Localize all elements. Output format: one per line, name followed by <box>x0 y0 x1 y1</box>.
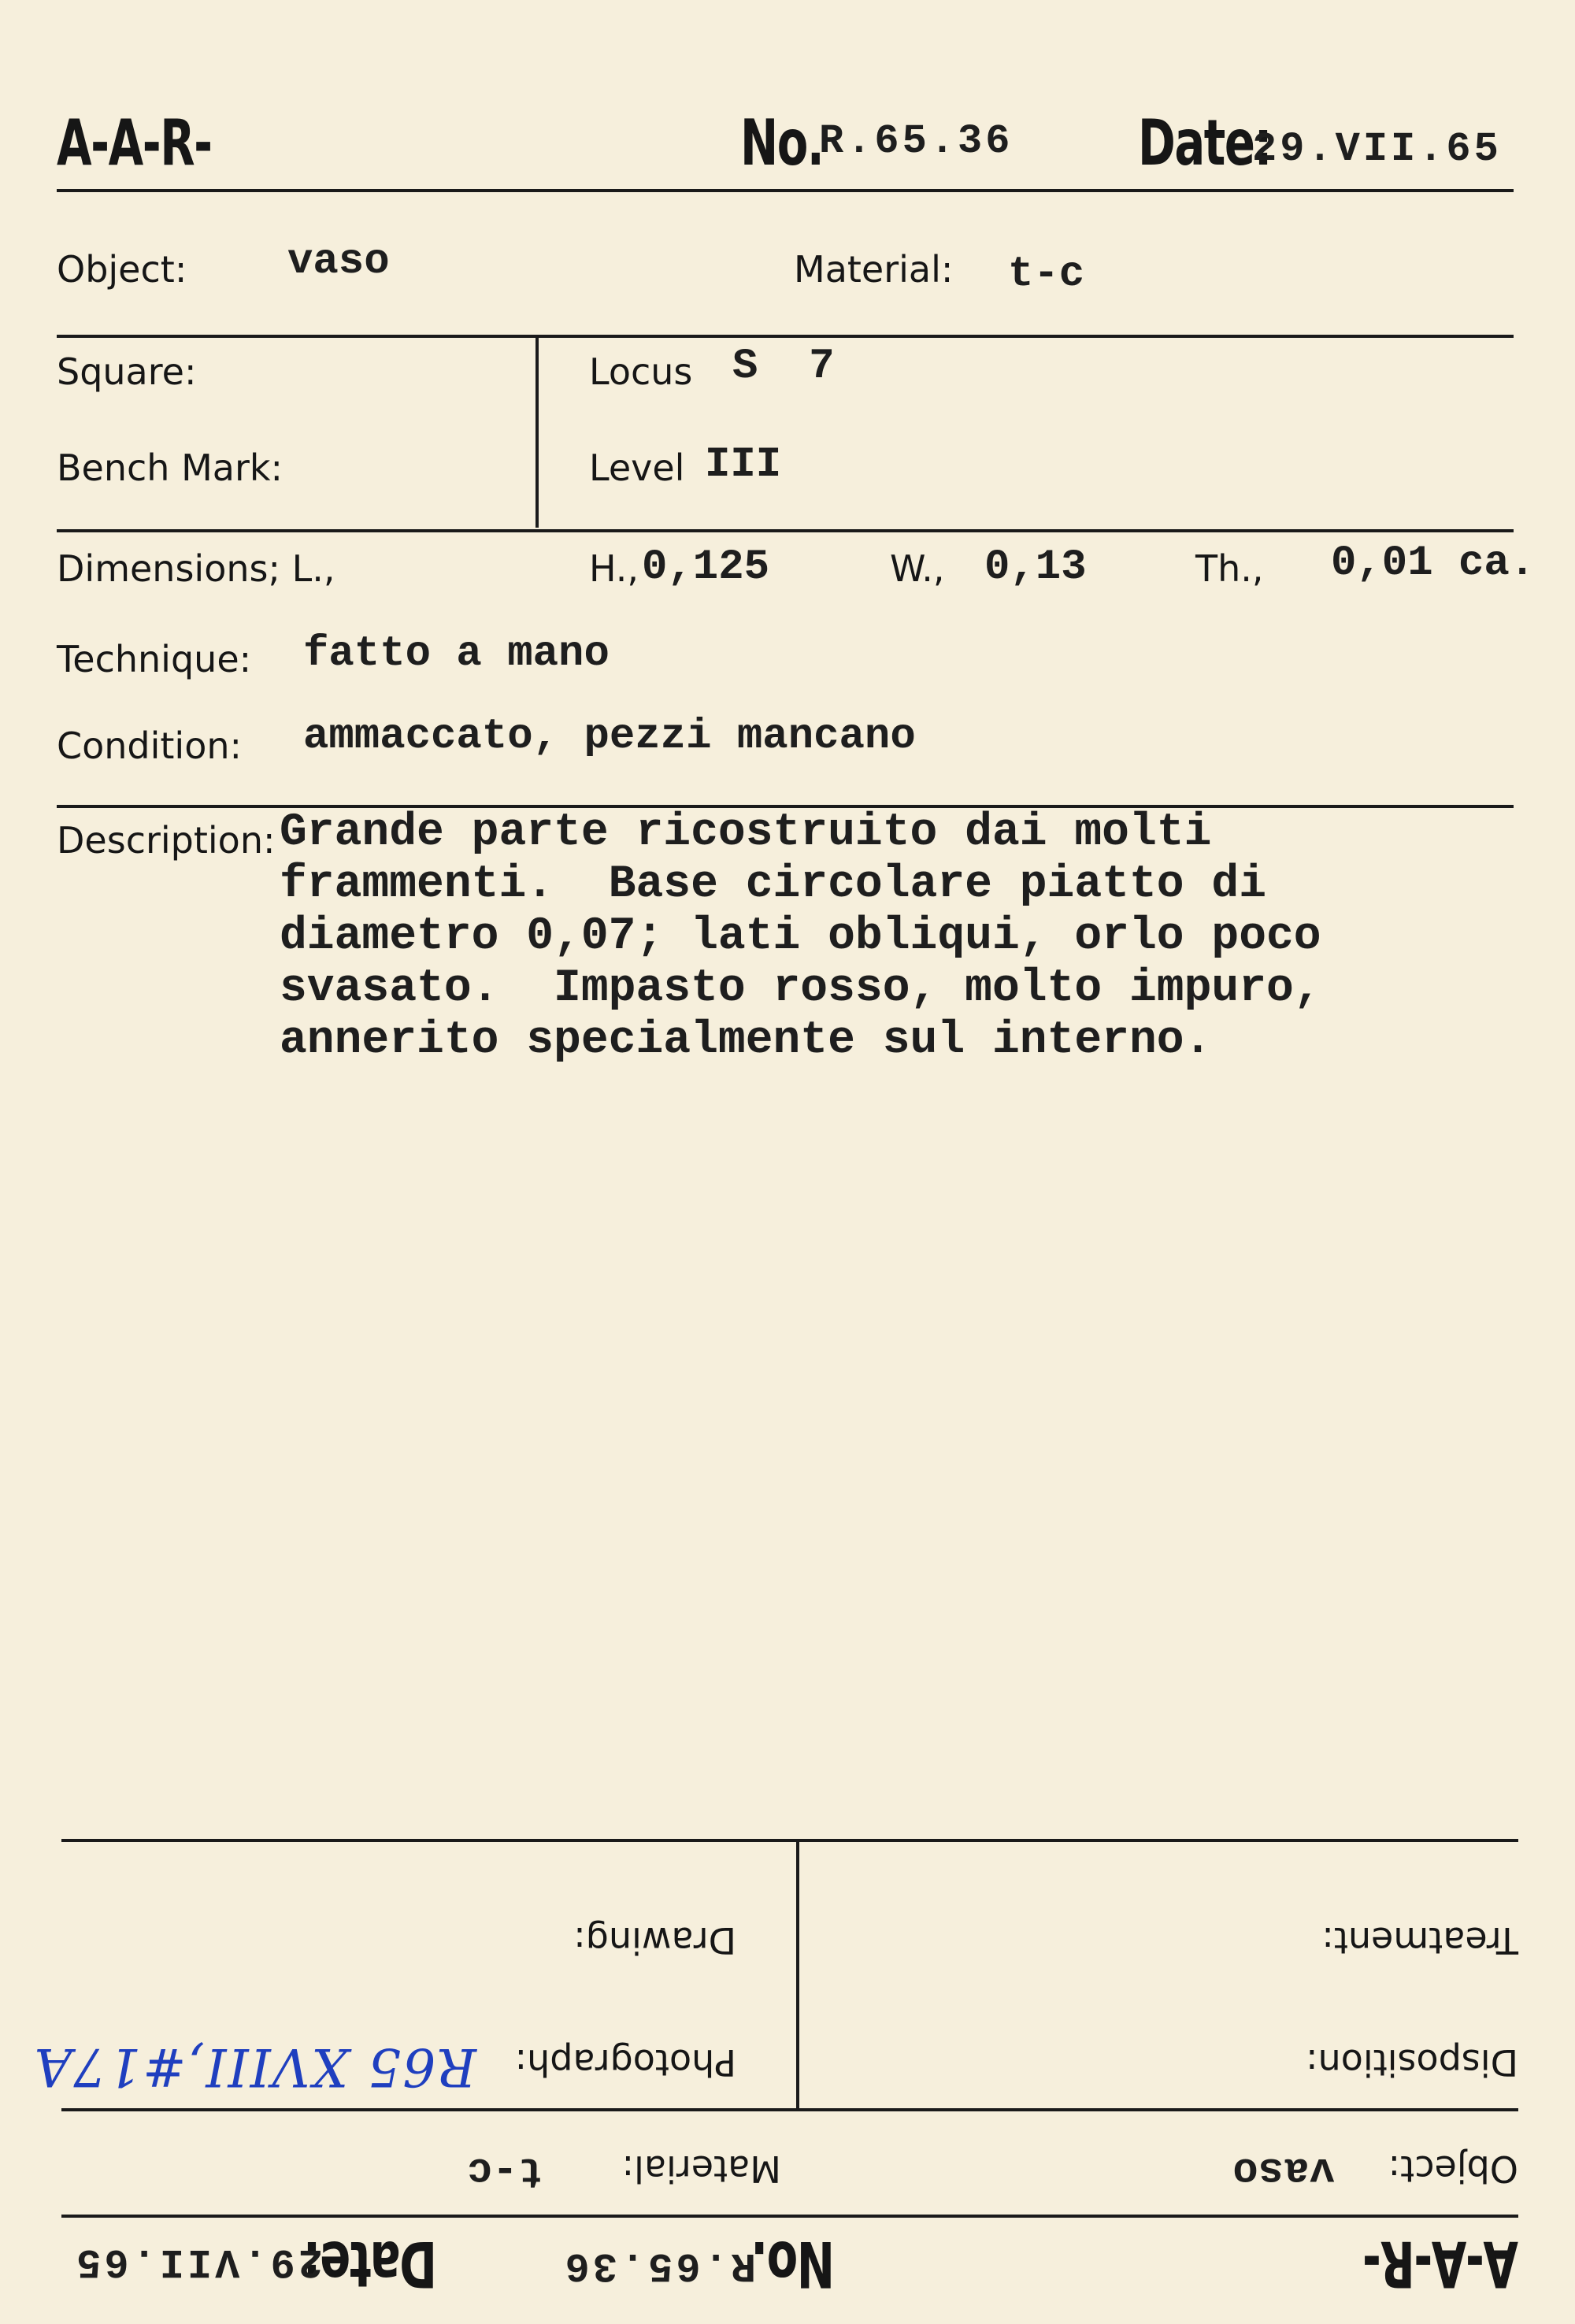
thickness-label: Th., <box>1195 547 1264 590</box>
stub-treatment-label: Treatment: <box>1321 1919 1518 1962</box>
stub-site-code: A-A-R- <box>1363 2227 1518 2300</box>
condition-label: Condition: <box>57 725 243 767</box>
divider <box>61 1839 1518 1842</box>
number-label: No. <box>740 106 824 180</box>
locus-label: Locus <box>589 350 693 393</box>
material-label: Material: <box>794 248 954 291</box>
level-label: Level <box>589 447 685 489</box>
stub-number-value: R.65.36 <box>561 2242 756 2289</box>
stub-photograph-label: Photograph: <box>514 2041 736 2084</box>
stub-section <box>0 1087 1575 2324</box>
divider <box>61 2108 1518 2111</box>
stub-object-value: vaso <box>1232 2146 1335 2194</box>
divider <box>57 335 1514 338</box>
stub-date-label: Date: <box>303 2227 437 2300</box>
material-value: t-c <box>1008 250 1085 298</box>
site-code: A-A-R- <box>57 106 212 180</box>
object-label: Object: <box>57 248 187 291</box>
square-label: Square: <box>57 350 197 393</box>
thickness-value: 0,01 ca. <box>1331 539 1536 587</box>
description-text: Grande parte ricostruito dai molti frammenti. Base circolare piatto di diametro 0,07; lati obliqui, orlo poco svasato. Impasto rosso, molto impuro, annerito specialmente sul interno. <box>280 807 1321 1066</box>
divider <box>61 2215 1518 2218</box>
width-label: W., <box>890 547 945 590</box>
bench-mark-label: Bench Mark: <box>57 447 284 489</box>
stub-disposition-label: Disposition: <box>1306 2041 1518 2084</box>
dimensions-label: Dimensions; L., <box>57 547 335 590</box>
description-label: Description: <box>57 819 276 862</box>
divider <box>796 1842 799 2110</box>
date-value: 29.VII.65 <box>1252 126 1502 172</box>
technique-label: Technique: <box>57 638 252 680</box>
technique-value: fatto a mano <box>303 630 610 678</box>
stub-material-label: Material: <box>621 2148 781 2190</box>
stub-object-label: Object: <box>1388 2148 1518 2190</box>
date-label: Date: <box>1138 106 1272 180</box>
stub-drawing-label: Drawing: <box>573 1919 736 1962</box>
stub-photograph-value: R65 XVIII,#17A <box>32 2037 476 2097</box>
level-value: III <box>705 441 782 489</box>
height-label: H., <box>589 547 639 590</box>
object-value: vaso <box>287 238 390 286</box>
stub-material-value: t-c <box>466 2146 543 2194</box>
locus-value: S 7 <box>732 343 835 391</box>
height-value: 0,125 <box>642 543 770 591</box>
divider <box>57 189 1514 192</box>
divider <box>57 529 1514 532</box>
width-value: 0,13 <box>984 543 1087 591</box>
divider <box>536 336 539 528</box>
stub-date-value: 29.VII.65 <box>73 2238 323 2285</box>
condition-value: ammaccato, pezzi mancano <box>303 713 916 761</box>
number-value: R.65.36 <box>819 118 1014 165</box>
stub-number-label: No. <box>751 2227 835 2300</box>
